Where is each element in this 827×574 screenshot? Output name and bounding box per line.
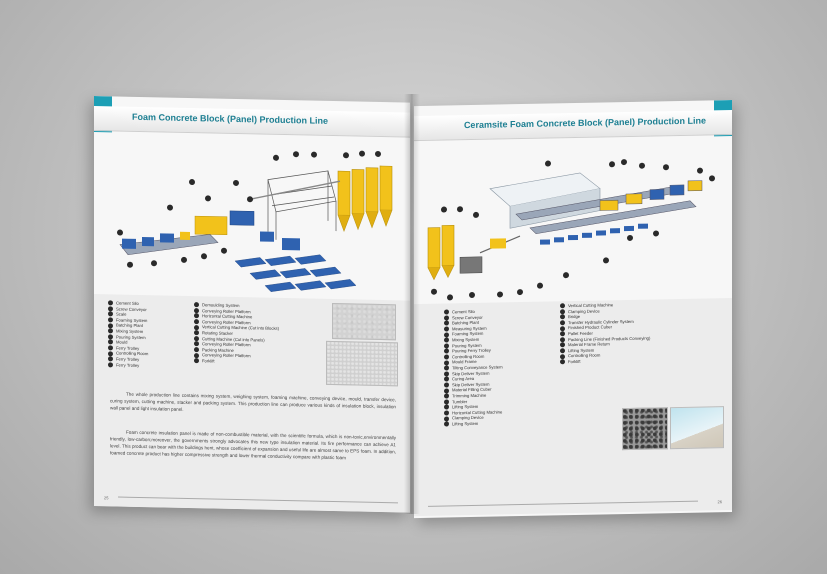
legend-item: Batching Plant: [108, 323, 148, 329]
legend-item: Rotating Stacker: [194, 330, 279, 337]
legend-item: Controlling Room: [108, 351, 148, 357]
right-footer-line: [428, 501, 698, 507]
legend-item: Batching Plant: [444, 320, 503, 327]
legend-item: Pouring System: [444, 342, 503, 349]
legend-item: Ferry Trolley: [108, 356, 148, 362]
legend-item: Forklift: [560, 358, 650, 365]
foam-panel-photo: [326, 341, 398, 387]
legend-item: Pallet Feeder: [560, 330, 650, 337]
cement-silos: [338, 165, 392, 232]
legend-item: Lifting System: [560, 346, 650, 353]
left-paragraph-1: The whole production line contains mixing system, weighing system, foaming machine, conveying device, mould, transfer device, curing system, cutting machine, stacker and packing system. This production line can produce various kinds of insulation block, insulation wall panel and light insulation panel.: [110, 391, 396, 412]
legend-item: Mixing System: [108, 328, 148, 334]
legend-item: Conveying Roller Platform: [194, 308, 279, 315]
left-page-header: [94, 106, 410, 138]
legend-item: Clamping Device: [444, 415, 503, 422]
legend-item: Lifting System: [444, 420, 503, 427]
legend-item: Material Filling Cuber: [444, 387, 503, 394]
legend-item: Ferry Trolley: [108, 345, 148, 351]
legend-item: Cutting Machine (Cut into Panels): [194, 336, 279, 343]
legend-item: Demoulding System: [194, 302, 279, 309]
right-page-title: Ceramsite Foam Concrete Block (Panel) Production Line: [463, 115, 706, 131]
legend-item: Cement Silo: [444, 308, 503, 315]
right-page-number: 26: [717, 499, 722, 505]
legend-item: Foaming System: [444, 331, 503, 338]
mixing-system: [195, 210, 300, 250]
legend-item: Mould: [108, 339, 148, 345]
legend-item: Ferry Trolley: [108, 362, 148, 368]
legend-item: Material Frame Return: [560, 341, 650, 348]
legend-item: Tilting Conveyance System: [444, 364, 503, 371]
left-page: [94, 96, 410, 513]
legend-item: Vertical Cutting Machine (Cut into Blocks): [194, 324, 279, 331]
legend-item: Conveying Roller Platform: [194, 352, 279, 359]
legend-item: Controlling Room: [444, 353, 503, 360]
legend-item: Conveying Roller Platform: [194, 319, 279, 326]
left-legend-col1: [108, 300, 148, 368]
legend-item: Transfer Hydraulic Cylinder System: [560, 318, 650, 325]
foam-production-line-diagram: [100, 136, 404, 312]
legend-item: Bridge: [560, 313, 650, 320]
legend-item: Conveying Roller Platform: [194, 341, 279, 348]
legend-item: Mould Frame: [444, 359, 503, 366]
legend-item: Screw Conveyor: [444, 314, 503, 321]
legend-item: Horizontal Cutting Machine: [194, 313, 279, 320]
legend-item: Skip Deliver System: [444, 381, 503, 388]
right-page: [414, 100, 732, 518]
cement-silos: [428, 225, 454, 279]
legend-item: Cement Silo: [108, 300, 148, 306]
left-page-title: Foam Concrete Block (Panel) Production Line: [132, 111, 329, 126]
legend-item: Clamping Device: [560, 307, 650, 314]
legend-item: Horizontal Cutting Machine: [444, 409, 503, 416]
ceramsite-texture-photo: [622, 407, 668, 450]
legend-item: Pouring Ferry Trolley: [444, 348, 503, 355]
right-legend-col1: [444, 308, 503, 427]
legend-item: Controlling Room: [560, 352, 650, 359]
left-footer-line: [118, 497, 398, 504]
legend-item: Curing Area: [444, 376, 503, 383]
legend-item: Lifting System: [444, 403, 503, 410]
batching-structure: [268, 170, 336, 241]
legend-item: Packing Machine: [194, 347, 279, 354]
left-page-number: 25: [104, 495, 109, 501]
legend-item: Forklift: [194, 358, 279, 365]
left-legend-col2: [194, 302, 279, 365]
left-paragraph-2: Foam concrete insulation panel is made of non-combustible material, with the scientific formula, which is non-toxic,environmentally friendly, low-carbon;moreover, the governments strongly advocates this new type insulation material. Its fire performance can achieve A1 level. This product can bear with the buildings hent, whose coefficient of expansion and useful life are almost same to EPS foam. In addition, foamed concrete product has higher compressive strength and lower thermal conductivity compare with plastic foam: [110, 429, 396, 461]
right-legend-col2: [560, 302, 650, 365]
legend-item: Packing Line (Finished Products Conveying): [560, 335, 650, 342]
legend-item: Tumbler: [444, 398, 503, 405]
legend-item: Trimming Machine: [444, 392, 503, 399]
legend-item: Screw Conveyor: [108, 306, 148, 312]
legend-item: Foaming System: [108, 317, 148, 323]
foam-block-photo: [332, 303, 396, 340]
legend-item: Pouring System: [108, 334, 148, 340]
legend-item: Mixing System: [444, 336, 503, 343]
left-page-lower-section: [94, 294, 410, 513]
legend-item: Vertical Cutting Machine: [560, 302, 650, 309]
legend-item: Measuring System: [444, 325, 503, 332]
legend-item: Skip Deliver System: [444, 370, 503, 377]
ceramsite-blocks-photo: [670, 406, 724, 449]
finished-block-stacks: [235, 253, 356, 294]
legend-item: Finished Product Cuber: [560, 324, 650, 331]
batching-plant: [460, 236, 520, 273]
right-page-header: [414, 110, 732, 141]
legend-item: Scale: [108, 311, 148, 317]
ceramsite-production-line-diagram: [420, 140, 726, 316]
right-page-lower-section: [414, 298, 732, 516]
